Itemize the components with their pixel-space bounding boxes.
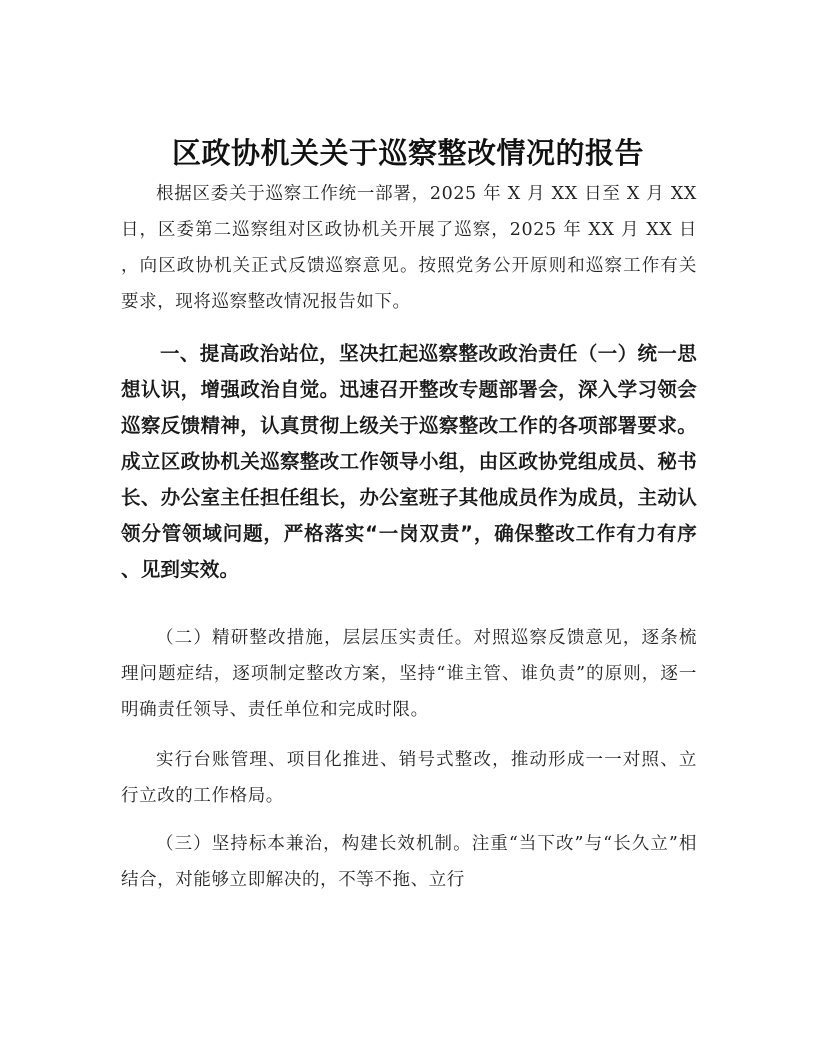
document-title: 区政协机关关于巡察整改情况的报告 xyxy=(171,136,644,171)
paragraph-subsection-3: （三）坚持标本兼治，构建长效机制。注重“当下改”与“长久立”相结合，对能够立即解决的，不等不拖、立行 xyxy=(121,834,697,890)
paragraph-subsection-2: （二）精研整改措施，层层压实责任。对照巡察反馈意见，逐条梳理问题症结，逐项制定整改方案，坚持“谁主管、谁负责”的原则，逐一明确责任领导、责任单位和完成时限。 xyxy=(121,628,697,720)
paragraph-ledger: 实行台账管理、项目化推进、销号式整改，推动形成一一对照、立行立改的工作格局。 xyxy=(121,750,697,806)
paragraph-intro: 根据区委关于巡察工作统一部署，2025 年 X 月 XX 日至 X 月 XX 日，区委第二巡察组对区政协机关开展了巡察，2025 年 XX 月 XX 日，向区政协机关正式反馈巡察意见。按照党务公开原则和巡察工作有关要求，现将巡察整改情况报告如下。 xyxy=(121,184,697,312)
paragraph-section-1: 一、提高政治站位，坚决扛起巡察整改政治责任（一）统一思想认识，增强政治自觉。迅速召开整改专题部署会，深入学习领会巡察反馈精神，认真贯彻上级关于巡察整改工作的各项部署要求。成立区政协机关巡察整改工作领导小组，由区政协党组成员、秘书长、办公室主任担任组长，办公室班子其他成员作为成员，主动认领分管领域问题，严格落实“一岗双责”，确保整改工作有力有序、见到实效。 xyxy=(121,342,697,581)
